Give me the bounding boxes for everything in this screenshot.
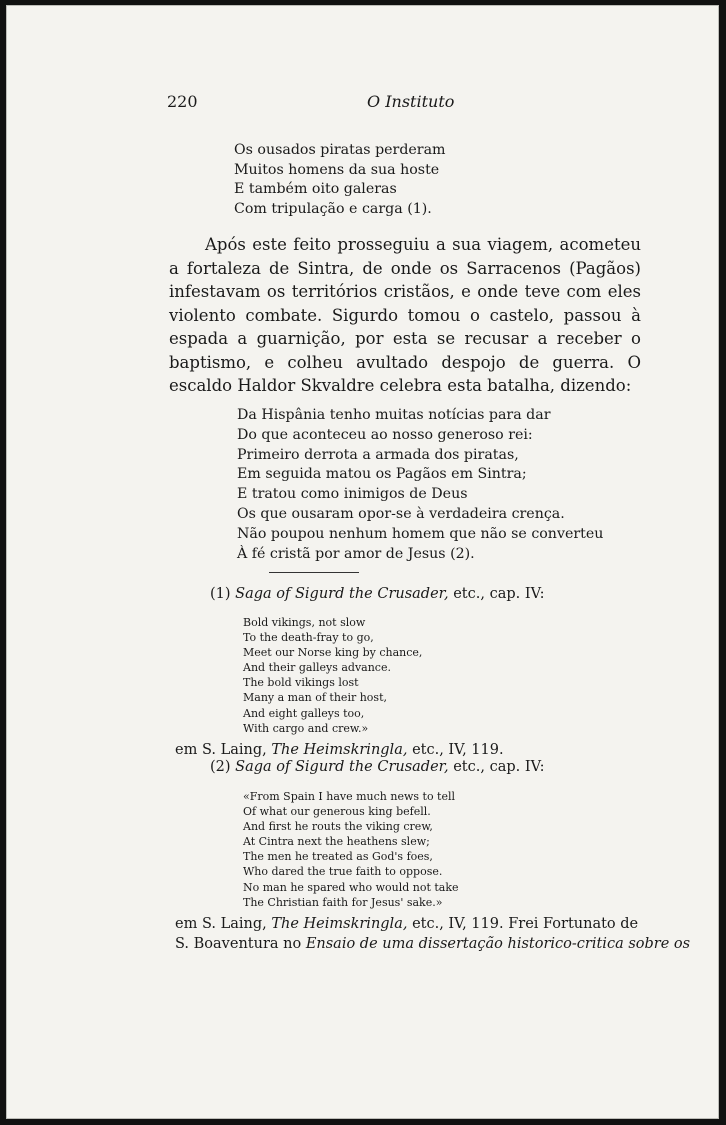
footnote-2-citation-continued [175, 936, 690, 952]
verse-stanza-1 [234, 141, 446, 219]
verse-line: And eight galleys too, [243, 706, 365, 720]
citation-text: S. Boaventura no [175, 936, 302, 952]
citation-detail: etc., IV, 119. Frei Fortunato de [412, 916, 639, 932]
verse-line: At Cintra next the heathens slew; [243, 835, 430, 849]
journal-title: O Instituto [367, 92, 455, 111]
verse-line: E tratou como inimigos de Deus [237, 486, 468, 503]
book-page [6, 5, 719, 1119]
verse-line: Com tripulação e carga (1). [234, 200, 432, 217]
verse-line: E também oito galeras [234, 181, 397, 197]
verse-line: À fé cristã por amor de Jesus (2). [237, 545, 475, 562]
verse-line: Bold vikings, not slow [243, 616, 366, 629]
verse-line: And first he routs the viking crew, [243, 820, 433, 834]
verse-line: The men he treated as God's foes, [243, 850, 433, 864]
footnote-source-title: Saga of Sigurd the Crusader, [235, 586, 449, 602]
footnote-source-detail: etc., cap. IV: [453, 586, 545, 602]
footnote-marker: (2) [210, 759, 231, 775]
footnote-source-title: Saga of Sigurd the Crusader, [235, 759, 449, 775]
footnote-2-verse [243, 789, 459, 910]
footnote-1-citation [175, 742, 504, 758]
verse-line: Não poupou nenhum homem que não se converteu [237, 525, 604, 542]
verse-line: Who dared the true faith to oppose. [243, 865, 443, 879]
verse-line: The bold vikings lost [243, 676, 359, 690]
running-header [7, 92, 718, 116]
footnote-2-citation [175, 916, 638, 932]
citation-detail: etc., IV, 119. [412, 742, 504, 758]
verse-line: The Christian faith for Jesus' sake.» [243, 895, 443, 909]
verse-line: Primeiro derrota a armada dos piratas, [237, 446, 519, 463]
footnote-1-heading [210, 586, 544, 602]
footnote-2-heading [210, 759, 544, 775]
verse-line: Os ousados piratas perderam [234, 142, 446, 158]
footnote-1-verse [243, 615, 422, 736]
verse-line: Do que aconteceu ao nosso generoso rei: [237, 426, 533, 443]
citation-prefix: em S. Laing, [175, 742, 267, 758]
page-number: 220 [167, 92, 198, 111]
citation-prefix: em S. Laing, [175, 916, 267, 932]
verse-line: Em seguida matou os Pagãos em Sintra; [237, 466, 527, 483]
footnote-source-detail: etc., cap. IV: [453, 759, 545, 775]
body-paragraph: Após este feito prosseguiu a sua viagem, acometeu a fortaleza de Sintra, de onde os Sarracenos (Pagãos) infestavam os territórios cristãos, e onde teve com eles violento combate. Sigurdo tomou o castelo, passou à espada a guarnição, por esta se recusar a receber o baptismo, e colheu avultado despojo de guerra. O escaldo Haldor Skvaldre celebra esta batalha, dizendo: [169, 235, 641, 395]
citation-title: The Heimskringla, [271, 916, 408, 932]
verse-line: Many a man of their host, [243, 691, 387, 705]
verse-line: Muitos homens da sua hoste [234, 161, 440, 178]
footnote-marker: (1) [210, 586, 231, 602]
citation-work-title: Ensaio de uma dissertação historico-critica sobre os [305, 936, 691, 952]
verse-line: «From Spain I have much news to tell [243, 790, 456, 803]
verse-line: To the death-fray to go, [243, 631, 374, 645]
verse-line: Of what our generous king befell. [243, 805, 431, 819]
verse-line: Os que ousaram opor-se à verdadeira crença. [237, 505, 565, 522]
footnote-divider [269, 572, 359, 573]
verse-line: With cargo and crew.» [243, 721, 369, 735]
verse-stanza-2 [237, 406, 603, 564]
verse-line: Da Hispânia tenho muitas notícias para dar [237, 407, 551, 423]
citation-title: The Heimskringla, [271, 742, 408, 758]
verse-line: Meet our Norse king by chance, [243, 646, 423, 660]
verse-line: And their galleys advance. [243, 661, 391, 675]
verse-line: No man he spared who would not take [243, 880, 459, 894]
